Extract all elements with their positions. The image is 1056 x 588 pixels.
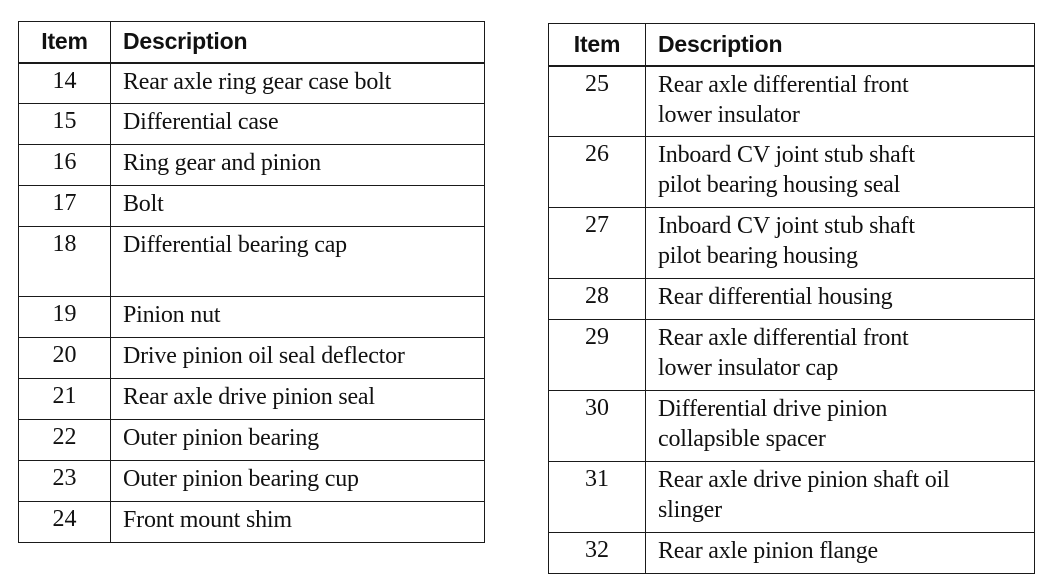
table-row xyxy=(19,379,485,420)
table-row xyxy=(19,297,485,338)
item-description: Rear axle differential front lower insulator xyxy=(646,66,1035,137)
item-description: Differential bearing cap xyxy=(111,227,485,297)
table-row xyxy=(19,338,485,379)
item-description: Bolt xyxy=(111,186,485,227)
item-number: 29 xyxy=(549,320,646,391)
table-row xyxy=(549,208,1035,279)
table-row xyxy=(19,502,485,543)
item-number: 24 xyxy=(19,502,111,543)
table-row xyxy=(549,137,1035,208)
item-description: Inboard CV joint stub shaft pilot bearing housing xyxy=(646,208,1035,279)
item-number: 25 xyxy=(549,66,646,137)
item-number: 28 xyxy=(549,279,646,320)
item-number: 15 xyxy=(19,104,111,145)
item-description: Rear axle ring gear case bolt xyxy=(111,63,485,104)
item-description: Outer pinion bearing cup xyxy=(111,461,485,502)
item-description: Rear axle pinion flange xyxy=(646,533,1035,574)
item-number: 17 xyxy=(19,186,111,227)
item-description: Rear axle drive pinion shaft oil slinger xyxy=(646,462,1035,533)
item-number: 31 xyxy=(549,462,646,533)
description-column-header: Description xyxy=(111,22,485,63)
table-row xyxy=(19,63,485,104)
item-number: 23 xyxy=(19,461,111,502)
item-description: Differential case xyxy=(111,104,485,145)
table-row xyxy=(549,66,1035,137)
item-number: 30 xyxy=(549,391,646,462)
table-row xyxy=(549,279,1035,320)
item-number: 20 xyxy=(19,338,111,379)
table-header-row xyxy=(19,22,485,63)
item-description: Inboard CV joint stub shaft pilot bearing housing seal xyxy=(646,137,1035,208)
description-column-header: Description xyxy=(646,24,1035,66)
table-row xyxy=(19,145,485,186)
item-description: Ring gear and pinion xyxy=(111,145,485,186)
item-number: 14 xyxy=(19,63,111,104)
table-row xyxy=(19,461,485,502)
item-number: 32 xyxy=(549,533,646,574)
item-description: Rear axle differential front lower insulator cap xyxy=(646,320,1035,391)
item-description: Rear axle drive pinion seal xyxy=(111,379,485,420)
item-description: Pinion nut xyxy=(111,297,485,338)
table-row xyxy=(19,420,485,461)
item-description: Front mount shim xyxy=(111,502,485,543)
item-description: Rear differential housing xyxy=(646,279,1035,320)
parts-table-left xyxy=(18,21,485,543)
table-row xyxy=(549,320,1035,391)
table-row xyxy=(549,462,1035,533)
table-row xyxy=(19,227,485,297)
item-number: 21 xyxy=(19,379,111,420)
table-row xyxy=(549,533,1035,574)
table-row xyxy=(19,104,485,145)
table-row xyxy=(19,186,485,227)
item-description: Differential drive pinion collapsible spacer xyxy=(646,391,1035,462)
item-column-header: Item xyxy=(549,24,646,66)
table-header-row xyxy=(549,24,1035,66)
item-column-header: Item xyxy=(19,22,111,63)
item-number: 26 xyxy=(549,137,646,208)
parts-table-right xyxy=(548,23,1035,574)
item-number: 22 xyxy=(19,420,111,461)
item-description: Outer pinion bearing xyxy=(111,420,485,461)
item-number: 18 xyxy=(19,227,111,297)
item-number: 16 xyxy=(19,145,111,186)
item-number: 27 xyxy=(549,208,646,279)
item-number: 19 xyxy=(19,297,111,338)
table-row xyxy=(549,391,1035,462)
item-description: Drive pinion oil seal deflector xyxy=(111,338,485,379)
